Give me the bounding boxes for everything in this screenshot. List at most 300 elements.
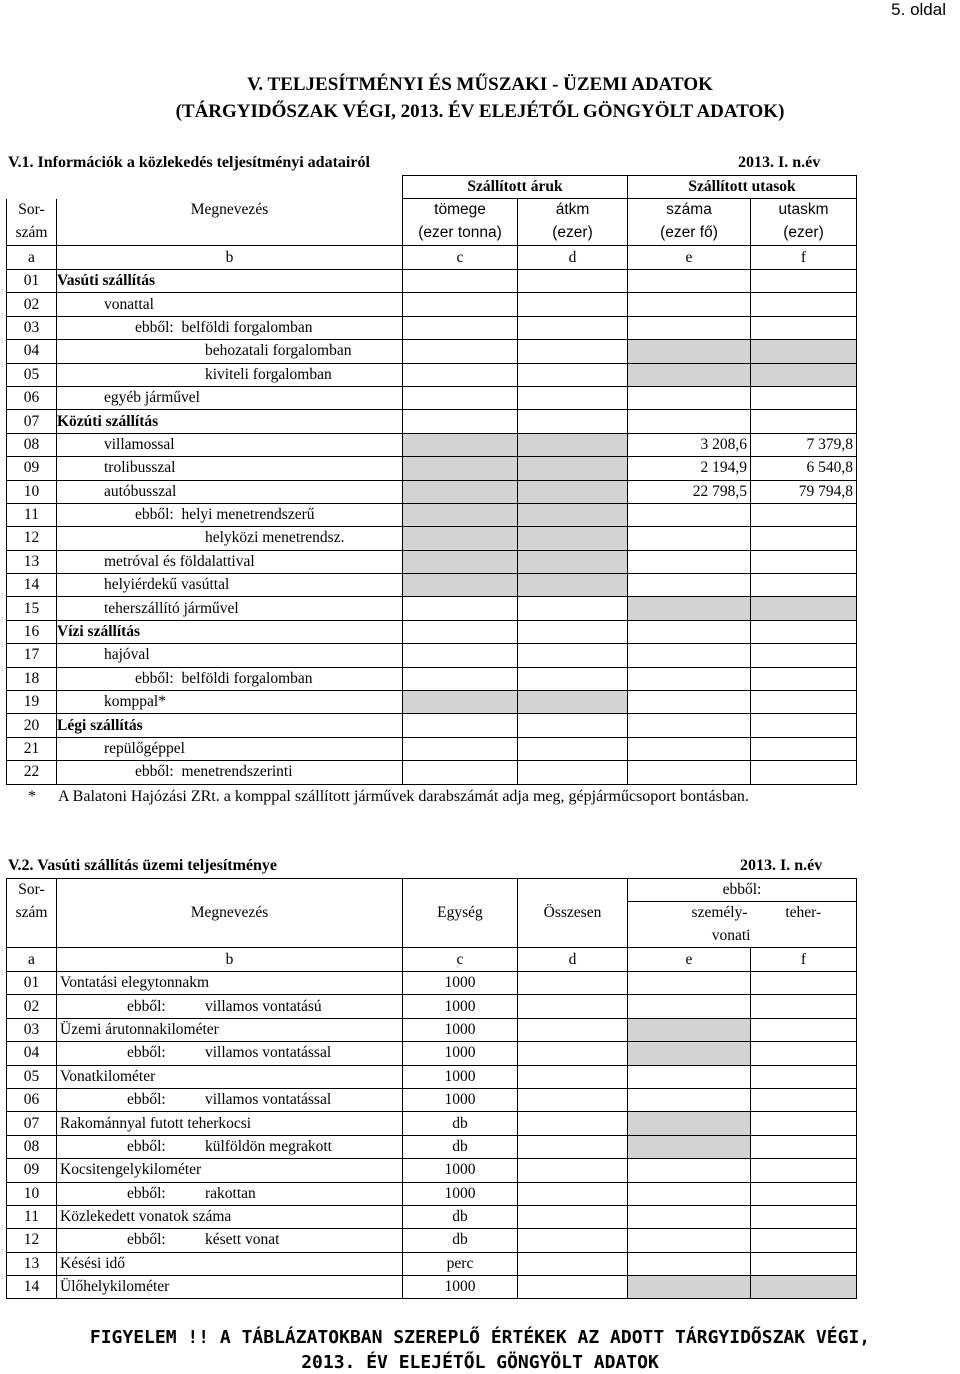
- value-cell-e[interactable]: [628, 574, 751, 597]
- row-prefix: ebből:: [135, 763, 174, 781]
- row-number: 06: [7, 1088, 57, 1111]
- value-cell-f[interactable]: [751, 1182, 857, 1205]
- value-cell-e[interactable]: [628, 644, 751, 667]
- row-number: 13: [7, 1252, 57, 1275]
- value-cell-e[interactable]: [628, 620, 751, 643]
- unit-cell: 1000: [403, 972, 518, 995]
- row-label-text: menetrendszerinti: [181, 763, 293, 781]
- value-cell-c[interactable]: [403, 316, 518, 339]
- header-szam: szám: [7, 222, 57, 246]
- value-cell-d: [518, 503, 628, 526]
- row-label: [57, 293, 403, 316]
- footnote: [6, 785, 856, 808]
- row-label-text: Üzemi árutonnakilométer: [60, 1020, 219, 1038]
- row-label-text: belföldi forgalomban: [181, 669, 313, 687]
- table-row: [7, 386, 857, 409]
- value-cell-d[interactable]: [518, 1205, 628, 1228]
- value-cell-d[interactable]: [518, 714, 628, 737]
- value-cell-f[interactable]: [751, 1042, 857, 1065]
- row-number: 01: [7, 270, 57, 293]
- table-row: [7, 667, 857, 690]
- row-label-text: belföldi forgalomban: [181, 318, 313, 336]
- column-letter: c: [403, 948, 518, 972]
- row-label: [57, 457, 403, 480]
- row-label: [57, 1088, 403, 1111]
- row-number: 13: [7, 550, 57, 573]
- row-label-text: Vontatási elegytonnakm: [60, 974, 210, 992]
- row-label: [57, 644, 403, 667]
- value-cell-d: [518, 691, 628, 714]
- row-label-text: kiviteli forgalomban: [205, 365, 332, 383]
- row-label: [57, 1182, 403, 1205]
- header-vonati: vonati: [628, 925, 751, 948]
- table-row: [7, 597, 857, 620]
- warning-line-2: 2013. ÉV ELEJÉTŐL GÖNGYÖLT ADATOK: [301, 1352, 659, 1373]
- row-prefix: ebből:: [127, 1091, 166, 1109]
- value-cell-c[interactable]: [403, 644, 518, 667]
- value-cell-f[interactable]: [751, 1065, 857, 1088]
- value-cell-e[interactable]: [628, 270, 751, 293]
- row-prefix: ebből:: [127, 1231, 166, 1249]
- value-cell-c: [403, 574, 518, 597]
- row-number: 22: [7, 761, 57, 784]
- header-sor: Sor-: [7, 879, 57, 902]
- row-label: [57, 433, 403, 456]
- table-row: [7, 480, 857, 503]
- value-cell-e[interactable]: [628, 293, 751, 316]
- table-row: [7, 620, 857, 643]
- value-cell-e[interactable]: [628, 972, 751, 995]
- table-row: [7, 1229, 857, 1252]
- row-prefix: ebből:: [135, 318, 174, 336]
- row-label: [57, 761, 403, 784]
- row-label-text: helyközi menetrendsz.: [205, 529, 345, 547]
- value-cell-d[interactable]: [518, 1252, 628, 1275]
- row-number: 11: [7, 503, 57, 526]
- header-atkm-unit: (ezer): [518, 222, 628, 246]
- value-cell-f[interactable]: [751, 1088, 857, 1111]
- table-row: [7, 972, 857, 995]
- row-number: 08: [7, 433, 57, 456]
- table-row: [7, 1205, 857, 1228]
- value-cell-d[interactable]: [518, 737, 628, 760]
- row-label-text: Vasúti szállítás: [57, 272, 156, 290]
- row-number: 04: [7, 340, 57, 363]
- value-cell-d[interactable]: [518, 1112, 628, 1135]
- value-cell-e: [628, 363, 751, 386]
- row-number: 02: [7, 293, 57, 316]
- row-label: [57, 1252, 403, 1275]
- value-cell-f[interactable]: [751, 714, 857, 737]
- value-cell-d[interactable]: [518, 340, 628, 363]
- column-letters-row: [7, 246, 857, 270]
- value-cell-d[interactable]: [518, 410, 628, 433]
- row-number: 17: [7, 644, 57, 667]
- table-row: [7, 1159, 857, 1182]
- value-cell-c: [403, 480, 518, 503]
- table-row: [7, 1042, 857, 1065]
- value-cell-d[interactable]: [518, 1135, 628, 1158]
- value-cell-f[interactable]: [751, 550, 857, 573]
- rail-operations-table: [6, 878, 857, 1299]
- value-cell-d[interactable]: [518, 1229, 628, 1252]
- value-cell-d[interactable]: [518, 1276, 628, 1299]
- row-label-text: villamos vontatással: [205, 1091, 332, 1109]
- value-cell-e[interactable]: [628, 503, 751, 526]
- value-cell-e[interactable]: [628, 386, 751, 409]
- unit-cell: 1000: [403, 1276, 518, 1299]
- table-row: [7, 1135, 857, 1158]
- value-cell-e: [628, 340, 751, 363]
- row-label-text: egyéb járművel: [104, 389, 200, 407]
- value-cell-e[interactable]: [628, 1229, 751, 1252]
- value-cell-c: [403, 457, 518, 480]
- header-ebbol: ebből:: [628, 879, 857, 902]
- header-tomege-unit: (ezer tonna): [403, 222, 518, 246]
- value-cell-d: [518, 480, 628, 503]
- value-cell-f: [751, 363, 857, 386]
- row-label-text: Késési idő: [60, 1254, 126, 1272]
- value-cell-e[interactable]: 2 194,9: [628, 457, 751, 480]
- value-cell-e: [628, 597, 751, 620]
- value-cell-e[interactable]: [628, 1205, 751, 1228]
- row-number: 05: [7, 363, 57, 386]
- row-number: 09: [7, 1159, 57, 1182]
- value-cell-e[interactable]: 3 208,6: [628, 433, 751, 456]
- value-cell-f[interactable]: [751, 995, 857, 1018]
- value-cell-d[interactable]: [518, 293, 628, 316]
- header-szama-unit: (ezer fő): [628, 222, 751, 246]
- warning-line-1: FIGYELEM !! A TÁBLÁZATOKBAN SZEREPLŐ ÉRTÉKEK AZ ADOTT TÁRGYIDŐSZAK VÉGI,: [89, 1327, 871, 1348]
- table-row: [7, 995, 857, 1018]
- row-label-text: Közúti szállítás: [57, 412, 159, 430]
- value-cell-d: [518, 527, 628, 550]
- value-cell-e[interactable]: [628, 550, 751, 573]
- value-cell-f[interactable]: 6 540,8: [751, 457, 857, 480]
- value-cell-c[interactable]: [403, 667, 518, 690]
- table-row: [7, 433, 857, 456]
- value-cell-c[interactable]: [403, 363, 518, 386]
- value-cell-f[interactable]: [751, 620, 857, 643]
- column-letter: d: [518, 948, 628, 972]
- table-row: [7, 714, 857, 737]
- header-passengers: Szállított utasok: [628, 176, 857, 199]
- row-label-text: külföldön megrakott: [205, 1137, 332, 1155]
- column-letter: f: [751, 246, 857, 270]
- value-cell-f[interactable]: [751, 1229, 857, 1252]
- row-label-text: metróval és földalattival: [104, 552, 255, 570]
- row-label-text: helyiérdekű vasúttal: [104, 576, 230, 594]
- value-cell-f[interactable]: [751, 316, 857, 339]
- header-egyseg: Egység: [403, 902, 518, 925]
- table-row: [7, 1112, 857, 1135]
- row-label-text: trolibusszal: [104, 459, 176, 477]
- table-row: [7, 363, 857, 386]
- row-label-text: behozatali forgalomban: [205, 342, 352, 360]
- row-number: 02: [7, 995, 57, 1018]
- value-cell-c[interactable]: [403, 340, 518, 363]
- table-row: [7, 270, 857, 293]
- row-prefix: ebből:: [127, 1044, 166, 1062]
- unit-cell: 1000: [403, 1159, 518, 1182]
- value-cell-f[interactable]: [751, 270, 857, 293]
- row-label: [57, 527, 403, 550]
- value-cell-c: [403, 691, 518, 714]
- value-cell-c[interactable]: [403, 620, 518, 643]
- value-cell-e: [628, 1018, 751, 1041]
- value-cell-e[interactable]: [628, 691, 751, 714]
- row-label: [57, 1135, 403, 1158]
- row-prefix: ebből:: [127, 997, 166, 1015]
- row-label: [57, 363, 403, 386]
- value-cell-e[interactable]: [628, 995, 751, 1018]
- value-cell-e[interactable]: [628, 1252, 751, 1275]
- value-cell-d[interactable]: [518, 1088, 628, 1111]
- column-letter: c: [403, 246, 518, 270]
- value-cell-f[interactable]: [751, 667, 857, 690]
- value-cell-c: [403, 503, 518, 526]
- row-number: 11: [7, 1205, 57, 1228]
- row-label: [57, 550, 403, 573]
- value-cell-e[interactable]: [628, 761, 751, 784]
- value-cell-f[interactable]: [751, 527, 857, 550]
- row-number: 01: [7, 972, 57, 995]
- value-cell-f[interactable]: 7 379,8: [751, 433, 857, 456]
- table-row: [7, 316, 857, 339]
- row-label: [57, 1229, 403, 1252]
- unit-cell: db: [403, 1135, 518, 1158]
- header-atkm: átkm: [518, 199, 628, 222]
- column-letter: b: [57, 948, 403, 972]
- column-letter: a: [7, 948, 57, 972]
- value-cell-d[interactable]: [518, 1042, 628, 1065]
- header-szama: száma: [628, 199, 751, 222]
- row-label-text: villamossal: [104, 435, 175, 453]
- row-label: [57, 597, 403, 620]
- column-letter: e: [628, 246, 751, 270]
- header-osszesen: Összesen: [518, 902, 628, 925]
- period-v1: 2013. I. n.év: [738, 154, 821, 171]
- value-cell-f[interactable]: 79 794,8: [751, 480, 857, 503]
- value-cell-d[interactable]: [518, 1159, 628, 1182]
- value-cell-d[interactable]: [518, 620, 628, 643]
- table-row: [7, 293, 857, 316]
- value-cell-d[interactable]: [518, 1065, 628, 1088]
- value-cell-d[interactable]: [518, 316, 628, 339]
- value-cell-c: [403, 527, 518, 550]
- row-label: [57, 1065, 403, 1088]
- value-cell-f[interactable]: [751, 410, 857, 433]
- row-number: 07: [7, 1112, 57, 1135]
- table-row: [7, 527, 857, 550]
- value-cell-d[interactable]: [518, 1018, 628, 1041]
- unit-cell: 1000: [403, 1182, 518, 1205]
- value-cell-e[interactable]: [628, 667, 751, 690]
- value-cell-f[interactable]: [751, 1205, 857, 1228]
- value-cell-d[interactable]: [518, 995, 628, 1018]
- value-cell-c[interactable]: [403, 410, 518, 433]
- row-label-text: villamos vontatással: [205, 1044, 332, 1062]
- value-cell-f[interactable]: [751, 691, 857, 714]
- value-cell-e[interactable]: [628, 527, 751, 550]
- value-cell-d: [518, 574, 628, 597]
- unit-cell: 1000: [403, 1042, 518, 1065]
- row-number: 10: [7, 1182, 57, 1205]
- row-prefix: ebből:: [127, 1184, 166, 1202]
- section-title-v2: V.2. Vasúti szállítás üzemi teljesítménye: [8, 857, 278, 874]
- value-cell-d[interactable]: [518, 644, 628, 667]
- value-cell-f: [751, 597, 857, 620]
- value-cell-f[interactable]: [751, 503, 857, 526]
- value-cell-f[interactable]: [751, 972, 857, 995]
- table-row: [7, 1276, 857, 1299]
- column-letter: b: [57, 246, 403, 270]
- header-tomege: tömege: [403, 199, 518, 222]
- value-cell-c[interactable]: [403, 714, 518, 737]
- table-row: [7, 737, 857, 760]
- column-letters-row: [7, 948, 857, 972]
- row-label-text: rakottan: [205, 1184, 256, 1202]
- value-cell-d: [518, 550, 628, 573]
- row-label: [57, 316, 403, 339]
- value-cell-f[interactable]: [751, 761, 857, 784]
- row-label-text: Vonatkilométer: [60, 1067, 156, 1085]
- header-utaskm-unit: (ezer): [751, 222, 857, 246]
- table-row: [7, 691, 857, 714]
- header-megnevezes: Megnevezés: [57, 902, 403, 925]
- header-teher: teher-: [751, 902, 857, 925]
- footnote-star: *: [28, 788, 36, 805]
- row-label: [57, 972, 403, 995]
- row-label: [57, 667, 403, 690]
- row-label: [57, 503, 403, 526]
- row-label-text: autóbusszal: [104, 482, 177, 500]
- row-prefix: ebből:: [135, 669, 174, 687]
- row-label: [57, 714, 403, 737]
- transport-performance-table: [6, 175, 857, 785]
- unit-cell: 1000: [403, 995, 518, 1018]
- unit-cell: 1000: [403, 1018, 518, 1041]
- row-label: [57, 1112, 403, 1135]
- value-cell-c[interactable]: [403, 293, 518, 316]
- table-row: [7, 1252, 857, 1275]
- table-row: [7, 1182, 857, 1205]
- table-row: [7, 574, 857, 597]
- row-number: 03: [7, 1018, 57, 1041]
- value-cell-f[interactable]: [751, 293, 857, 316]
- value-cell-f[interactable]: [751, 574, 857, 597]
- row-label: [57, 1159, 403, 1182]
- row-number: 03: [7, 316, 57, 339]
- row-number: 09: [7, 457, 57, 480]
- column-letter: a: [7, 246, 57, 270]
- row-prefix: ebből:: [127, 1137, 166, 1155]
- value-cell-f[interactable]: [751, 1135, 857, 1158]
- table-row: [7, 550, 857, 573]
- value-cell-d[interactable]: [518, 386, 628, 409]
- row-label-text: teherszállító járművel: [104, 599, 239, 617]
- row-label: [57, 270, 403, 293]
- unit-cell: 1000: [403, 1065, 518, 1088]
- value-cell-f: [751, 340, 857, 363]
- value-cell-d[interactable]: [518, 363, 628, 386]
- row-number: 07: [7, 410, 57, 433]
- row-label-text: vonattal: [104, 295, 154, 313]
- value-cell-e[interactable]: [628, 737, 751, 760]
- value-cell-c: [403, 550, 518, 573]
- value-cell-f[interactable]: [751, 737, 857, 760]
- page-subtitle: (TÁRGYIDŐSZAK VÉGI, 2013. ÉV ELEJÉTŐL GÖNGYÖLT ADATOK): [175, 101, 785, 122]
- header-sor: Sor-: [7, 199, 57, 222]
- value-cell-f[interactable]: [751, 386, 857, 409]
- row-label-text: késett vonat: [205, 1231, 280, 1249]
- value-cell-e: [628, 1276, 751, 1299]
- row-label-text: Ülőhelykilométer: [60, 1278, 170, 1296]
- value-cell-c[interactable]: [403, 597, 518, 620]
- row-label-text: Kocsitengelykilométer: [60, 1161, 202, 1179]
- value-cell-f[interactable]: [751, 1018, 857, 1041]
- row-label: [57, 386, 403, 409]
- row-label-text: Légi szállítás: [57, 716, 143, 734]
- unit-cell: perc: [403, 1252, 518, 1275]
- value-cell-c[interactable]: [403, 761, 518, 784]
- value-cell-f[interactable]: [751, 1112, 857, 1135]
- period-v2: 2013. I. n.év: [740, 857, 823, 874]
- value-cell-e[interactable]: 22 798,5: [628, 480, 751, 503]
- row-label-text: komppal*: [104, 693, 166, 711]
- value-cell-d[interactable]: [518, 972, 628, 995]
- table-row: [7, 1088, 857, 1111]
- value-cell-c[interactable]: [403, 270, 518, 293]
- value-cell-e[interactable]: [628, 714, 751, 737]
- table-row: [7, 340, 857, 363]
- value-cell-e[interactable]: [628, 410, 751, 433]
- row-number: 15: [7, 597, 57, 620]
- value-cell-f: [751, 1276, 857, 1299]
- value-cell-d[interactable]: [518, 270, 628, 293]
- header-megnevezes: Megnevezés: [57, 199, 403, 222]
- value-cell-e[interactable]: [628, 1065, 751, 1088]
- value-cell-e[interactable]: [628, 316, 751, 339]
- row-number: 10: [7, 480, 57, 503]
- value-cell-d[interactable]: [518, 597, 628, 620]
- value-cell-e[interactable]: [628, 1159, 751, 1182]
- value-cell-e: [628, 1042, 751, 1065]
- header-szemely: személy-: [628, 902, 751, 925]
- value-cell-f[interactable]: [751, 1252, 857, 1275]
- column-letter: d: [518, 246, 628, 270]
- value-cell-e[interactable]: [628, 1182, 751, 1205]
- row-label-text: villamos vontatású: [205, 997, 322, 1015]
- table-row: [7, 644, 857, 667]
- value-cell-d[interactable]: [518, 667, 628, 690]
- table-row: [7, 503, 857, 526]
- value-cell-d[interactable]: [518, 1182, 628, 1205]
- row-number: 16: [7, 620, 57, 643]
- value-cell-c[interactable]: [403, 386, 518, 409]
- section-title-v1: V.1. Információk a közlekedés teljesítményi adatairól: [8, 154, 370, 171]
- value-cell-e[interactable]: [628, 1088, 751, 1111]
- value-cell-c[interactable]: [403, 737, 518, 760]
- row-number: 14: [7, 574, 57, 597]
- unit-cell: db: [403, 1229, 518, 1252]
- value-cell-f[interactable]: [751, 1159, 857, 1182]
- table-row: [7, 410, 857, 433]
- value-cell-f[interactable]: [751, 644, 857, 667]
- page-number: 5. oldal: [891, 0, 946, 19]
- row-label: [57, 340, 403, 363]
- value-cell-d[interactable]: [518, 761, 628, 784]
